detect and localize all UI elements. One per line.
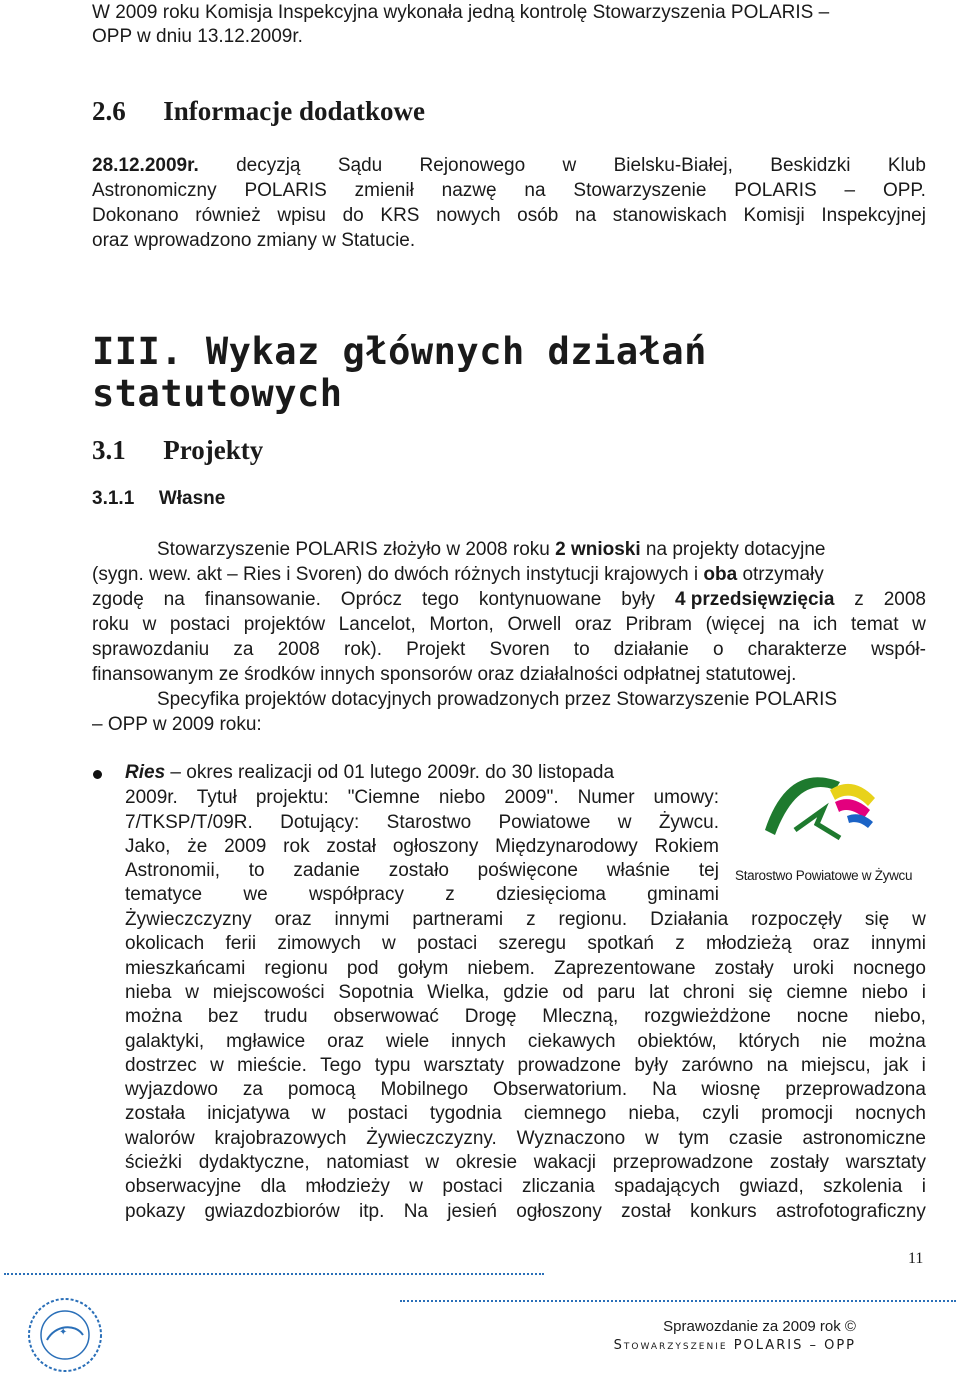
word: rozpoczęły xyxy=(751,909,842,930)
word: Dokonano xyxy=(92,205,179,226)
word: Pribram xyxy=(625,614,692,635)
section-heading-2-6 xyxy=(92,96,425,127)
word: niebo, xyxy=(874,1006,926,1028)
projects-line-8: – OPP w 2009 roku: xyxy=(92,714,262,735)
word: 4 przedsięwzięcia xyxy=(674,589,835,610)
section-heading-3-1 xyxy=(92,435,263,466)
word: partnerami xyxy=(412,909,504,930)
word: nieba, xyxy=(628,1103,681,1125)
word: czyli xyxy=(702,1103,740,1125)
word: ciemne xyxy=(786,981,848,1003)
ries-line-4 xyxy=(125,836,719,858)
word: KRS xyxy=(380,205,420,226)
word: "Ciemne xyxy=(347,787,420,808)
word: działanie xyxy=(613,639,689,660)
word: nieba xyxy=(125,981,172,1003)
word: nocnego xyxy=(853,957,926,979)
word: niebem. xyxy=(467,957,535,979)
word: w xyxy=(142,614,157,635)
word: uroki xyxy=(792,957,834,979)
word: Powiatowe xyxy=(498,812,591,833)
word: spotkań xyxy=(587,933,654,955)
word: w xyxy=(185,981,199,1003)
word: walorów xyxy=(125,1127,195,1149)
word: gołym xyxy=(397,957,449,979)
word: tematyce xyxy=(125,884,203,905)
word: OPP. xyxy=(882,180,926,201)
ries-full-line xyxy=(125,1006,926,1028)
word: Sopotnia xyxy=(338,981,414,1003)
word: Rejonowego xyxy=(419,155,526,176)
ries-line-5 xyxy=(125,860,719,882)
word: w xyxy=(644,1127,659,1149)
word: w xyxy=(912,909,926,930)
word: 2008 xyxy=(277,639,320,660)
word: za xyxy=(233,639,254,660)
word: 2009". xyxy=(504,787,559,808)
word: w xyxy=(912,614,926,635)
word: Beskidzki xyxy=(770,155,851,176)
word: i xyxy=(921,1176,926,1198)
projects-line-6: finansowanym ze środków innych sponsorów oraz działalności odpłatnej statutowej. xyxy=(92,664,797,685)
word: tygodnia xyxy=(429,1103,502,1125)
ries-full-line xyxy=(125,1055,926,1077)
word: krajobrazowych xyxy=(214,1127,347,1149)
word: zostały xyxy=(714,957,774,979)
word: gdzie xyxy=(503,981,549,1003)
word: Astronomii, xyxy=(125,860,221,881)
ries-line-6 xyxy=(125,884,719,906)
chapter-heading-line-2: statutowych xyxy=(92,372,343,415)
word: paru xyxy=(597,981,636,1003)
word: się xyxy=(864,909,890,930)
word: zostało xyxy=(388,860,449,881)
word: zostały xyxy=(769,1152,830,1173)
word: osób xyxy=(517,205,559,226)
word: zgodę xyxy=(92,589,144,610)
polaris-logo xyxy=(25,1295,105,1373)
word: inicjatywa xyxy=(207,1103,290,1125)
word: prowadzone xyxy=(517,1054,622,1076)
word: w xyxy=(311,1103,326,1125)
word: jesień xyxy=(447,1200,497,1222)
word: można xyxy=(868,1030,926,1052)
word: tej xyxy=(698,860,719,881)
ries-full-line xyxy=(125,1103,926,1125)
word: nocne xyxy=(796,1006,849,1028)
word: mgławice xyxy=(226,1030,306,1052)
word: okolicach xyxy=(125,933,205,955)
word: to xyxy=(248,860,265,881)
word: innymi xyxy=(334,909,390,930)
projects-line-7: Specyfika projektów dotacyjnych prowadzonych przez Stowarzyszenie POLARIS xyxy=(157,689,838,710)
text-bold: 2 wnioski xyxy=(555,539,641,560)
logo-green-swoosh xyxy=(795,810,840,838)
word: w xyxy=(617,812,632,833)
word: z xyxy=(675,933,685,955)
ries-line-2 xyxy=(125,787,719,809)
word: ogłoszony xyxy=(392,836,479,857)
word: warsztaty xyxy=(423,1054,505,1076)
word: postaci xyxy=(417,933,478,955)
word: natomiast xyxy=(326,1152,409,1173)
word: postaci xyxy=(442,1176,503,1198)
intro-line-2: OPP w dniu 13.12.2009r. xyxy=(92,26,303,47)
footer-rule-top xyxy=(4,1273,544,1275)
word: sprawozdaniu xyxy=(92,639,210,660)
section-title: Informacje dodatkowe xyxy=(163,96,425,126)
para-2-6-line-3 xyxy=(92,205,926,227)
word: oraz xyxy=(274,909,312,930)
word: konkurs xyxy=(690,1200,757,1222)
word: gwiazd, xyxy=(739,1176,804,1198)
word: Morton, xyxy=(429,614,494,635)
word: (więcej xyxy=(705,614,765,635)
word: astrofotograficzny xyxy=(775,1200,926,1222)
word: 2008 xyxy=(883,589,926,610)
word: 7/TKSP/T/09R. xyxy=(125,812,253,833)
word: temat xyxy=(850,614,899,635)
word: Stowarzyszenie xyxy=(573,180,707,201)
word: został xyxy=(326,836,377,857)
word: dziesięcioma xyxy=(496,884,606,905)
word: nowych xyxy=(436,205,501,226)
word: oraz xyxy=(574,614,612,635)
para-2-6-line-1 xyxy=(92,155,926,177)
word: typu xyxy=(374,1054,411,1076)
word: Działania xyxy=(650,909,729,930)
word: i xyxy=(921,981,926,1003)
word: z xyxy=(854,589,864,610)
word: na xyxy=(524,180,546,201)
word: okresie xyxy=(455,1152,518,1173)
word: Żywieczczyzny. xyxy=(366,1127,497,1149)
word: rok). xyxy=(344,639,383,660)
projects-line-5 xyxy=(92,639,926,661)
word: na xyxy=(163,589,185,610)
word: Orwell xyxy=(507,614,562,635)
word: współpracy xyxy=(308,884,404,905)
word: mieście. xyxy=(237,1054,307,1076)
word: pokazy xyxy=(125,1200,186,1222)
word: wiele xyxy=(385,1030,430,1052)
word: 2009r. xyxy=(125,787,178,808)
word: w xyxy=(409,1176,423,1198)
word: ciemnego xyxy=(523,1103,607,1125)
word: zadanie xyxy=(293,860,360,881)
page-number: 11 xyxy=(908,1250,924,1267)
word: Oprócz xyxy=(340,589,403,610)
word: dydaktyczne, xyxy=(198,1152,310,1173)
word: pomocą xyxy=(287,1079,356,1101)
word: POLARIS xyxy=(734,180,817,201)
word: tym xyxy=(678,1127,710,1149)
word: trudu xyxy=(264,1006,308,1028)
word: miejscu, xyxy=(801,1054,871,1076)
word: Międzynarodowy xyxy=(495,836,638,857)
word: decyzją xyxy=(236,155,301,176)
word: nazwę xyxy=(441,180,497,201)
word: w xyxy=(210,1054,224,1076)
word: oraz xyxy=(327,1030,365,1052)
footer-rule-bottom xyxy=(400,1300,956,1302)
word: poświęcone xyxy=(477,860,578,881)
ries-full-line xyxy=(125,1201,926,1223)
word: charakterze xyxy=(747,639,847,660)
text: (sygn. wew. akt – Ries i Svoren) do dwóch różnych instytucji krajowych i xyxy=(92,564,704,585)
word: Sądu xyxy=(337,155,383,176)
word: astronomiczne xyxy=(802,1127,926,1149)
word: i xyxy=(921,1054,926,1076)
word: Wyznaczono xyxy=(516,1127,626,1149)
word: właśnie xyxy=(606,860,671,881)
word: były xyxy=(621,589,656,610)
word: projektu: xyxy=(255,787,329,808)
logo-caption: Starostwo Powiatowe w Żywcu xyxy=(735,868,913,883)
word: Svoren xyxy=(489,639,550,660)
word: miejscowości xyxy=(212,981,325,1003)
word: Numer xyxy=(577,787,635,808)
word: – xyxy=(844,180,856,201)
word: w xyxy=(425,1152,440,1173)
section-number: 3.1 xyxy=(92,435,126,465)
word: oraz xyxy=(812,933,850,955)
intro-line-1: W 2009 roku Komisja Inspekcyjna wykonała jedną kontrolę Stowarzyszenia POLARIS – xyxy=(92,2,830,23)
section-heading-3-1-1 xyxy=(92,488,225,510)
chapter-heading-line-1: III. Wykaz głównych działań xyxy=(92,330,707,373)
word: gminami xyxy=(647,884,719,905)
ries-full-line xyxy=(125,1031,926,1053)
word: były xyxy=(634,1054,669,1076)
word: Żywcu. xyxy=(658,812,719,833)
word: Mleczną, xyxy=(542,1006,619,1028)
word: zarówno xyxy=(681,1054,754,1076)
text: na projekty dotacyjne xyxy=(640,539,826,560)
word: jak xyxy=(884,1054,909,1076)
word: że xyxy=(187,836,208,857)
word: Starostwo xyxy=(386,812,472,833)
word: we xyxy=(243,884,268,905)
word: Na xyxy=(403,1200,428,1222)
word: warsztaty xyxy=(845,1152,926,1173)
word: współ- xyxy=(871,639,926,660)
ries-full-line xyxy=(125,1079,926,1101)
ries-full-line xyxy=(125,982,926,1004)
word: 2009 xyxy=(224,836,267,857)
word: na xyxy=(766,1054,788,1076)
word: Inspekcyjnej xyxy=(821,205,926,226)
word: się xyxy=(748,981,773,1003)
word: innych xyxy=(451,1030,507,1052)
word: przeprowadzona xyxy=(785,1079,926,1101)
word: roku xyxy=(92,614,129,635)
word: wyjazdowo xyxy=(125,1079,218,1101)
ries-full-line xyxy=(125,933,926,955)
word: Astronomiczny xyxy=(92,180,217,201)
word: POLARIS xyxy=(244,180,327,201)
word: dla xyxy=(260,1176,286,1198)
word: Jako, xyxy=(125,836,171,857)
ries-line-1 xyxy=(125,762,719,784)
word: zliczania xyxy=(521,1176,595,1198)
word: niebo xyxy=(438,787,486,808)
word: w xyxy=(562,155,577,176)
word: na xyxy=(575,205,597,226)
word: Bielsku-Białej, xyxy=(613,155,733,176)
word: wakacji xyxy=(533,1152,597,1173)
ries-full-line xyxy=(125,1128,926,1150)
ries-full-line xyxy=(125,958,926,980)
word: młodzieży xyxy=(305,1176,390,1198)
word: został xyxy=(621,1200,671,1222)
starostwo-logo xyxy=(735,760,913,885)
word: galaktyki, xyxy=(125,1030,205,1052)
project-name: Ries xyxy=(125,762,166,783)
word: ogłoszony xyxy=(516,1200,602,1222)
word: nocnych xyxy=(855,1103,926,1125)
word: w xyxy=(382,933,396,955)
word: rozgwieżdżone xyxy=(644,1006,771,1028)
word: Tytuł xyxy=(196,787,237,808)
word: to xyxy=(573,639,590,660)
word: niebo xyxy=(861,981,908,1003)
word: Zaprezentowane xyxy=(554,957,696,979)
word: tego xyxy=(421,589,459,610)
word: innymi xyxy=(871,933,926,955)
text-bold: oba xyxy=(703,564,738,585)
projects-line-2 xyxy=(92,564,926,586)
word: ferii xyxy=(225,933,257,955)
para-2-6-line-2 xyxy=(92,180,926,202)
word: obserwować xyxy=(333,1006,439,1028)
footer-report: Sprawozdanie za 2009 rok © xyxy=(663,1318,856,1335)
word: dostrzec xyxy=(125,1054,197,1076)
word: ich xyxy=(813,614,838,635)
section-number: 3.1.1 xyxy=(92,488,135,509)
word: gwiazdozbiorów xyxy=(204,1200,340,1222)
word: stanowiskach xyxy=(612,205,727,226)
word: pod xyxy=(346,957,379,979)
word: obserwacyjne xyxy=(125,1176,242,1198)
word: promocji xyxy=(761,1103,834,1125)
ries-full-line xyxy=(125,909,926,931)
footer-org: Stowarzyszenie POLARIS – OPP xyxy=(613,1338,856,1353)
ries-full-line xyxy=(125,1176,926,1198)
word: do xyxy=(342,205,364,226)
projects-line-1 xyxy=(157,539,926,561)
word: mieszkańcami xyxy=(125,957,246,979)
word: Tego xyxy=(320,1054,362,1076)
word: Komisji xyxy=(743,205,805,226)
word: ciekawych xyxy=(527,1030,616,1052)
word: ścieżki xyxy=(125,1152,183,1173)
word: postaci xyxy=(169,614,231,635)
word: których xyxy=(738,1030,800,1052)
word: szeregu xyxy=(498,933,567,955)
word: Rokiem xyxy=(654,836,719,857)
word: Drogę xyxy=(464,1006,517,1028)
projects-line-4 xyxy=(92,614,926,636)
text: – okres realizacji od 01 lutego 2009r. do 30 listopada xyxy=(165,762,615,783)
section-title: Własne xyxy=(158,488,226,509)
word: Obserwatorium. xyxy=(493,1079,628,1101)
word: z xyxy=(445,884,455,905)
word: Wielka, xyxy=(427,981,490,1003)
word: można xyxy=(125,1006,183,1028)
word: projektów xyxy=(243,614,326,635)
text: Stowarzyszenie POLARIS złożyło w 2008 roku xyxy=(157,539,556,560)
word: Mobilnego xyxy=(380,1079,469,1101)
word: regionu xyxy=(264,957,328,979)
word: szkolenia xyxy=(823,1176,903,1198)
word: rok xyxy=(283,836,310,857)
word: Lancelot, xyxy=(338,614,416,635)
word: Projekt xyxy=(406,639,466,660)
projects-line-3 xyxy=(92,589,926,611)
word: wpisu xyxy=(277,205,326,226)
word: przeprowadzone xyxy=(612,1152,754,1173)
word: zmienił xyxy=(354,180,414,201)
word: itp. xyxy=(359,1200,385,1222)
word: regionu. xyxy=(558,909,628,930)
word: została xyxy=(125,1103,186,1125)
word: wiosnę xyxy=(701,1079,761,1101)
para-2-6-line-4: oraz wprowadzono zmiany w Statucie. xyxy=(92,230,416,251)
starostwo-logo-graphic xyxy=(735,760,905,865)
word: finansowanie. xyxy=(204,589,321,610)
ries-line-3 xyxy=(125,812,719,834)
word: zimowych xyxy=(277,933,361,955)
word: chroni xyxy=(682,981,735,1003)
word: spadających xyxy=(614,1176,720,1198)
word: o xyxy=(712,639,724,660)
word: młodzieżą xyxy=(705,933,792,955)
word: za xyxy=(242,1079,263,1101)
text: otrzymały xyxy=(737,564,824,585)
word: lat xyxy=(649,981,670,1003)
word: również xyxy=(195,205,261,226)
word: na xyxy=(778,614,800,635)
word: bez xyxy=(207,1006,239,1028)
logo-blue-stroke xyxy=(847,814,873,828)
word: Żywieczczyzny xyxy=(125,909,252,930)
word: postaci xyxy=(347,1103,408,1125)
polaris-logo-star: ✦ xyxy=(59,1327,68,1338)
word: kontynuowane xyxy=(478,589,602,610)
section-title: Projekty xyxy=(163,435,264,465)
section-number: 2.6 xyxy=(92,96,126,126)
word: z xyxy=(526,909,536,930)
word: nie xyxy=(821,1030,847,1052)
word: od xyxy=(562,981,584,1003)
word: Dotujący: xyxy=(280,812,360,833)
bullet-marker xyxy=(93,770,102,779)
word: umowy: xyxy=(653,787,719,808)
word: obiektów, xyxy=(637,1030,717,1052)
word: 28.12.2009r. xyxy=(92,155,199,176)
word: Klub xyxy=(887,155,926,176)
ries-full-line xyxy=(125,1152,926,1174)
word: Na xyxy=(652,1079,677,1101)
word: czasie xyxy=(728,1127,783,1149)
